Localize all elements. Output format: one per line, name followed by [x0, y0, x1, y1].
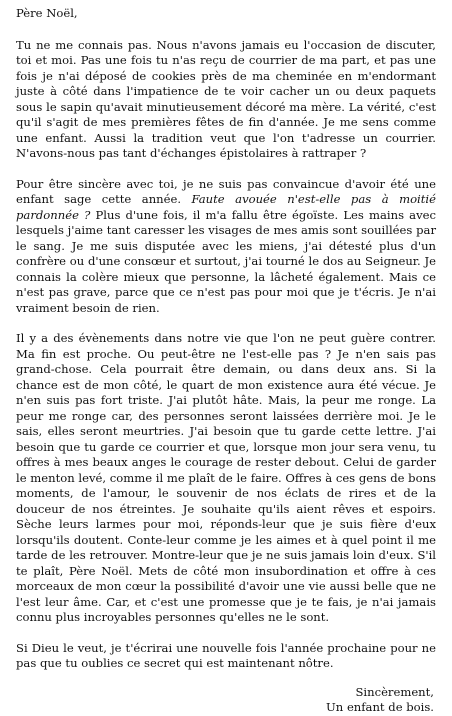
- letter-paragraph-4: Si Dieu le veut, je t'écrirai une nouvelle fois l'année prochaine pour ne pas que tu oublies ce secret qui est maintenant nôtre.: [16, 640, 436, 670]
- letter-paragraph-3: Il y a des évènements dans notre vie que l'on ne peut guère contrer. Ma fin est proche. Ou peut-être ne l'est-elle pas ? Je n'en sais pas grand-chose. Cela pourrait être demain, ou dans deux ans. Si la chance est de mon côté, le quart de mon existence aura été vécue. Je n'en suis pas fort triste. J'ai plutôt hâte. Mais, la peur me ronge. La peur me ronge car, des personnes seront laissées derrière moi. Je le sais, elles seront meurtries. J'ai besoin que tu garde cette lettre. J'ai besoin que tu garde ce courrier et que, lorsque mon jour sera venu, tu offres à mes beaux anges le courage de rester debout. Celui de garder le menton levé, comme il me plaît de le faire. Offres à ces gens de bons moments, de l'amour, le souvenir de nos éclats de rires et de la douceur de nos étreintes. Je souhaite qu'ils aient rêves et espoirs. Sèche leurs larmes pour moi, réponds-leur que je suis fière d'eux lorsqu'ils doutent. Conte-leur comme je les aimes et à quel point il me tarde de les retrouver. Montre-leur que je ne suis jamais loin d'eux. S'il te plaît, Père Noël. Mets de côté mon insubordination et offre à ces morceaux de mon cœur la possibilité d'avoir une vie aussi belle que ne l'est leur âme. Car, et c'est une promesse que je te fais, je n'ai jamais connu plus incroyables personnes qu'elles ne le sont.: [16, 331, 436, 624]
- letter-closing: Sincèrement,: [355, 684, 434, 699]
- letter-signoff: [16, 685, 434, 716]
- letter-greeting: Père Noël,: [16, 6, 78, 20]
- letter-signature: Un enfant de bois.: [326, 700, 434, 714]
- paragraph-2-italic-quote: Faute avouée n'est-elle pas à moitié pardonnée ?: [16, 192, 436, 222]
- paragraph-2-text-start: Pour être sincère avec toi, je ne suis pas convaincue d'avoir été une enfant sage cette année.: [16, 176, 436, 206]
- letter: [16, 6, 436, 716]
- paragraph-2-text-end: Plus d'une fois, il m'a fallu être égoïste. Les mains avec lesquels j'aime tant caresser les visages de mes amis sont souillées par le sang. Je me suis disputée avec les miens, j'ai détesté plus d'un confrère ou d'une consœur et surtout, j'ai tourné le dos au Seigneur. Je connais la colère mieux que personne, la lâcheté également. Mais ce n'est pas grave, parce que ce n'est pas pour moi que je t'écris. Je n'ai vraiment besoin de rien.: [16, 207, 436, 315]
- letter-paragraph-1: Tu ne me connais pas. Nous n'avons jamais eu l'occasion de discuter, toi et moi. Pas une fois tu n'as reçu de courrier de ma part, et pas une fois je n'ai déposé de cookies près de ma cheminée en m'endormant juste à côté dans l'impatience de te voir cacher un ou deux paquets sous le sapin qu'avait minutieusement décoré ma mère. La vérité, c'est qu'il s'agit de mes premières fêtes de fin d'année. Je me sens comme une enfant. Aussi la tradition veut que l'on t'adresse un courrier. N'avons-nous pas tant d'échanges épistolaires à rattraper ?: [16, 37, 436, 160]
- letter-paragraph-2: [16, 177, 436, 317]
